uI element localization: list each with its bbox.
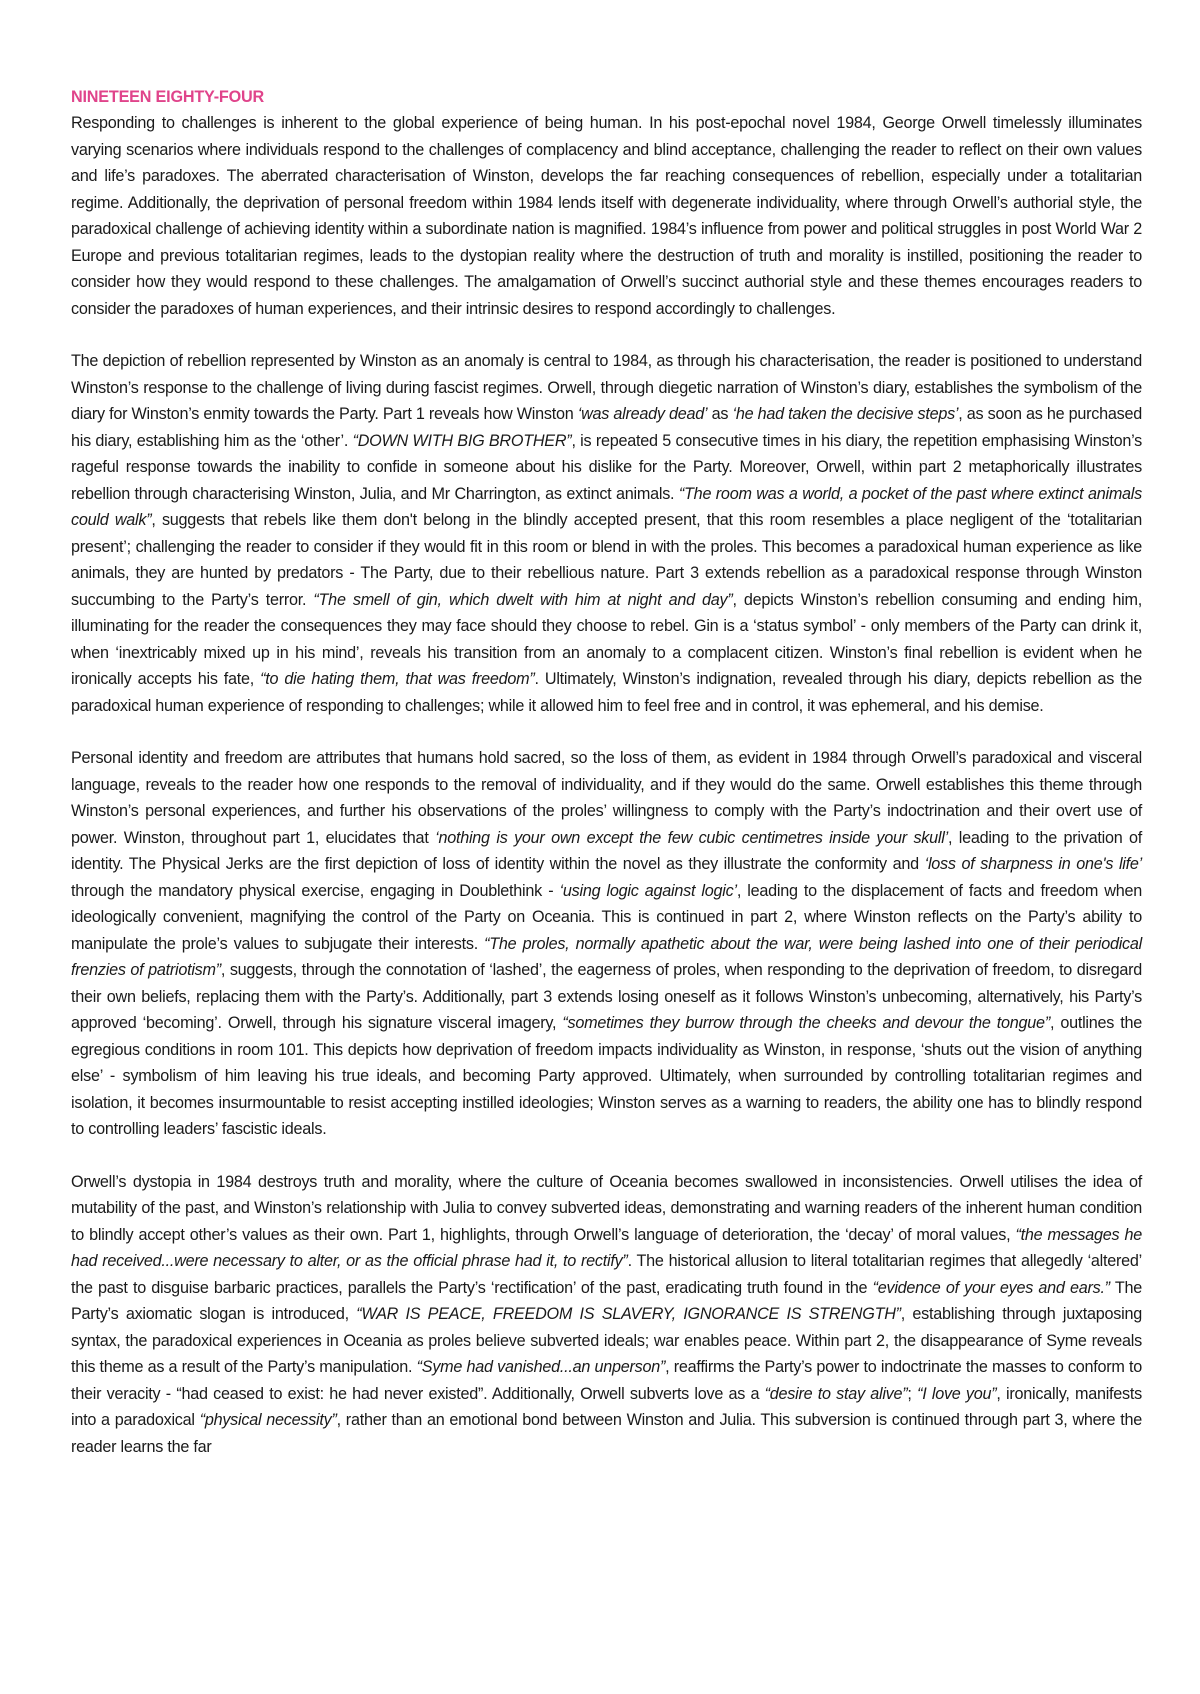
quotation-text: “The proles, normally apathetic about the war, were being lashed into one of their periodical frenzies of patriotism” [71, 934, 1142, 979]
paragraph-text: , rather than an emotional bond between Winston and Julia. This subversion is continued through part 3, where the reader learns the far [71, 1411, 1142, 1456]
paragraph-text: Personal identity and freedom are attributes that humans hold sacred, so the loss of them, as evident in 1984 through Orwell’s paradoxical and visceral language, reveals to the reader how one responds to the removal of individuality, and if they would do the same. Orwell establishes this theme through Winston’s personal experiences, and further his observations of the proles’ willingness to comply with the Party’s indoctrination and their overt use of power. Winston, throughout part 1, elucidates that [71, 749, 1142, 847]
quotation-text: ‘nothing is your own except the few cubic centimetres inside your skull’ [435, 828, 948, 847]
body-paragraph [71, 1169, 1142, 1461]
quotation-text: “The room was a world, a pocket of the past where extinct animals could walk” [71, 484, 1142, 529]
quotation-text: “desire to stay alive” [764, 1384, 908, 1403]
paragraph-text: as [707, 405, 733, 423]
quotation-text: “evidence of your eyes and ears.” [872, 1278, 1110, 1297]
document-title: NINETEEN EIGHTY-FOUR [71, 88, 264, 106]
paragraph-text: , leading to the displacement of facts and freedom when ideologically convenient, magnifying the control of the Party on Oceania. This is continued in part 2, where Winston reflects on the Party’s ability to manipulate the prole’s values to subjugate their interests. [71, 881, 1142, 953]
quotation-text: “sometimes they burrow through the cheeks and devour the tongue” [562, 1014, 1050, 1032]
paragraph-text: , suggests, through the connotation of ‘lashed’, the eagerness of proles, when responding to the deprivation of freedom, to disregard their own beliefs, replacing them with the Party’s. Additionally, part 3 extends losing oneself as it follows Winston’s unbecoming, alternatively, his Party’s approved ‘becoming’. Orwell, through his signature visceral imagery, [71, 961, 1142, 1032]
paragraph-text: Orwell’s dystopia in 1984 destroys truth and morality, where the culture of Oceania becomes swallowed in inconsistencies. Orwell utilises the idea of mutability of the past, and Winston’s relationship with Julia to convey subverted ideas, demonstrating and warning readers of the inherent human condition to blindly accept other’s values as their own. Part 1, highlights, through Orwell’s language of deterioration, the ‘decay’ of moral values, [71, 1172, 1142, 1244]
paragraph-text: , outlines the egregious conditions in room 101. This depicts how deprivation of freedom impacts individuality as Winston, in response, ‘shuts out the vision of anything else’ - symbolism of him leaving his true ideals, and becoming Party approved. Ultimately, when surrounded by controlling totalitarian regimes and isolation, it becomes insurmountable to resist accepting instilled ideologies; Winston serves as a warning to readers, the ability one has to blindly respond to controlling leaders’ fascistic ideals. [71, 1014, 1142, 1138]
quotation-text: “The smell of gin, which dwelt with him at night and day” [313, 590, 733, 609]
quotation-text: “WAR IS PEACE, FREEDOM IS SLAVERY, IGNORANCE IS STRENGTH” [356, 1305, 901, 1323]
paragraph-text: through the mandatory physical exercise, engaging in Doublethink - [71, 881, 560, 900]
quotation-text: “DOWN WITH BIG BROTHER” [352, 431, 572, 450]
body-paragraph [71, 745, 1142, 1143]
quotation-text: ‘he had taken the decisive steps’ [732, 405, 959, 423]
paragraph-text: . The historical allusion to literal totalitarian regimes that allegedly ‘altered’ the past to disguise barbaric practices, parallels the Party’s ‘rectification’ of the past, eradicating truth found in the [71, 1252, 1143, 1297]
quotation-text: ‘loss of sharpness in one's life’ [924, 855, 1142, 873]
quotation-text: “physical necessity” [199, 1411, 337, 1429]
paragraph-text: The Party’s axiomatic slogan is introduced, [71, 1278, 1142, 1323]
paragraph-text: , ironically, manifests into a paradoxical [71, 1384, 1142, 1429]
quotation-text: “I love you” [917, 1384, 997, 1403]
quotation-text: “the messages he had received...were necessary to alter, or as the official phrase had it, to rectify” [71, 1225, 1142, 1270]
body-paragraph [71, 348, 1142, 719]
paragraph-text: Responding to challenges is inherent to the global experience of being human. In his post-epochal novel 1984, George Orwell timelessly illuminates varying scenarios where individuals respond to the challenges of complacency and blind acceptance, challenging the reader to reflect on their own values and life’s paradoxes. The aberrated characterisation of Winston, develops the far reaching consequences of rebellion, especially under a totalitarian regime. Additionally, the deprivation of personal freedom within 1984 lends itself with degenerate individuality, where through Orwell’s authorial style, the paradoxical challenge of achieving identity within a subordinate nation is magnified. 1984’s influence from power and political struggles in post World War 2 Europe and previous totalitarian regimes, leads to the dystopian reality where the destruction of truth and morality is instilled, positioning the reader to consider how they would respond to these challenges. The amalgamation of Orwell’s succinct authorial style and these themes encourages readers to consider the paradoxes of human experiences, and their intrinsic desires to respond accordingly to challenges. [71, 114, 1142, 318]
quotation-text: ‘using logic against logic’ [559, 881, 737, 900]
paragraph-text: , depicts Winston’s rebellion consuming and ending him, illuminating for the reader the consequences they may face should they choose to rebel. Gin is a ‘status symbol’ - only members of the Party can drink it, when ‘inextricably mixed up in his mind’, reveals his transition from an anomaly to a complacent citizen. Winston’s final rebellion is evident when he ironically accepts his fate, [71, 590, 1142, 688]
paragraph-text: , suggests that rebels like them don't belong in the blindly accepted present, that this room resembles a place negligent of the ‘totalitarian present’; challenging the reader to consider if they would fit in this room or blend in with the proles. This becomes a paradoxical human experience as like animals, they are hunted by predators - The Party, due to their rebellious nature. Part 3 extends rebellion as a paradoxical response through Winston succumbing to the Party’s terror. [71, 511, 1142, 609]
paragraph-text: , as soon as he purchased his diary, establishing him as the ‘other’. [71, 405, 1143, 450]
paragraph-text: ; [907, 1384, 918, 1403]
quotation-text: “to die hating them, that was freedom” [260, 670, 535, 688]
paragraph-text: , is repeated 5 consecutive times in his diary, the repetition emphasising Winston’s rageful response towards the inability to confide in someone about his dislike for the Party. Moreover, Orwell, within part 2 metaphorically illustrates rebellion through characterising Winston, Julia, and Mr Charrington, as extinct animals. [71, 431, 1142, 503]
paragraph-text: , leading to the privation of identity. The Physical Jerks are the first depiction of loss of identity within the novel as they illustrate the conformity and [71, 828, 1143, 873]
paragraph-text: The depiction of rebellion represented by Winston as an anomaly is central to 1984, as through his characterisation, the reader is positioned to understand Winston’s response to the challenge of living during fascist regimes. Orwell, through diegetic narration of Winston’s diary, establishes the symbolism of the diary for Winston’s enmity towards the Party. Part 1 reveals how Winston [71, 352, 1142, 423]
quotation-text: “Syme had vanished...an unperson” [416, 1358, 666, 1376]
paragraph-text: . Ultimately, Winston’s indignation, revealed through his diary, depicts rebellion as the paradoxical human experience of responding to challenges; while it allowed him to feel free and in control, it was ephemeral, and his demise. [71, 670, 1142, 715]
document-body [71, 110, 1142, 1460]
body-paragraph [71, 110, 1142, 322]
paragraph-text: , establishing through juxtaposing syntax, the paradoxical experiences in Oceania as proles believe subverted ideals; war enables peace. Within part 2, the disappearance of Syme reveals this theme as a result of the Party’s manipulation. [71, 1305, 1142, 1376]
paragraph-text: , reaffirms the Party’s power to indoctrinate the masses to conform to their veracity - “had ceased to exist: he had never existed”. Additionally, Orwell subverts love as a [71, 1358, 1142, 1403]
quotation-text: ‘was already dead’ [577, 405, 708, 423]
